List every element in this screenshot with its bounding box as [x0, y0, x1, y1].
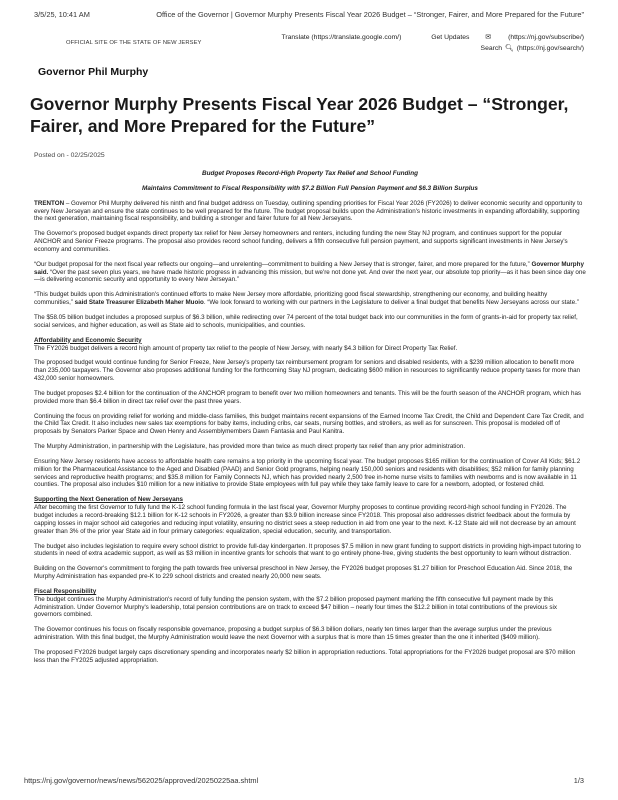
get-updates-label: Get Updates	[431, 34, 470, 41]
top-links	[267, 32, 584, 54]
posted-date: Posted on - 02/25/2025	[34, 152, 105, 159]
print-footer	[24, 776, 584, 785]
paragraph: The proposed FY2026 budget largely caps discretionary spending and incorporates nearly $2 billion in appropriation reductions. Total appropriations for the FY2026 budget proposal are $70 million less than the FY2025 adjusted appropriation.	[34, 648, 576, 664]
search-url: (https://nj.gov/search/)	[516, 45, 584, 52]
get-updates-url: (https://nj.gov/subscribe/)	[508, 34, 584, 41]
article-body	[34, 170, 586, 672]
search-link[interactable]	[267, 43, 584, 54]
paragraph-text: “This budget builds upon this Administration's continued efforts to make New Jersey more affordable, prioritizing good fiscal stewardship, strengthening our economy, and building healthy communities,”	[34, 291, 548, 307]
print-page-title: Office of the Governor | Governor Murphy Presents Fiscal Year 2026 Budget – “Stronger, Fairer, and More Prepared for the Future”	[156, 10, 584, 19]
get-updates-link[interactable]	[417, 34, 584, 41]
speaker: said State Treasurer Elizabeth Maher Muoio	[74, 299, 204, 307]
paragraph: Continuing the focus on providing relief for working and middle-class families, this budget maintains recent expansions of the Earned Income Tax Credit, the Child and Dependent Care Tax Credit, and the Child Tax Credit. It also includes new sales tax exemptions for baby items, including cribs, car seats, nursing bottles, and strollers, as well as for sunscreen. This proposal is modeled off of proposals by Senators Parker Space and Owen Henry and Assemblymembers Dawn Fantasia and Paul Kanitra.	[34, 412, 584, 436]
search-label: Search	[480, 45, 503, 52]
paragraph: Building on the Governor's commitment to forging the path towards free universal preschool in New Jersey, the FY2026 budget proposes $1.27 billion for Preschool Education Aid. Since 2018, the Murphy Administration has expanded pre-K to 229 school districts and created nearly 20,000 new seats.	[34, 565, 573, 581]
translate-link[interactable]: Translate (https://translate.google.com/)	[281, 34, 402, 41]
brand-title[interactable]: Governor Phil Murphy	[38, 66, 149, 78]
section-heading: Affordability and Economic Security	[34, 336, 142, 344]
paragraph-text: “Over the past seven plus years, we have made historic progress in advancing this mission, but we're not done yet. And over the next year, our absolute top priority—as it has been since day one—is delivering economic security and opportunity to every New Jerseyan.”	[34, 268, 586, 284]
page-number: 1/3	[573, 776, 584, 785]
page-title: Governor Murphy Presents Fiscal Year 2026 Budget – “Stronger, Fairer, and More Prepared for the Future”	[30, 94, 569, 136]
paragraph: The Governor's proposed budget expands direct property tax relief for New Jersey homeowners and renters, including funding the new Stay NJ program, and continues support for the popular ANCHOR and Senior Freeze programs. The proposal also provides record school funding, delivers a fifth consecutive full pension payment, and supports significant investments in New Jersey's economy and communities.	[34, 230, 568, 253]
subhead-1: Budget Proposes Record-High Property Tax Relief and School Funding	[202, 170, 418, 177]
paragraph: Ensuring New Jersey residents have access to affordable health care remains a top priority in the upcoming fiscal year. The budget proposes $165 million for the continuation of Cover All Kids; $61.2 million for the Pharmaceutical Assistance to the Aged and Disabled (PAAD) and Senior Gold programs, helping nearly 150,000 seniors and residents with disabilities; $52 million for family planning services and reproductive health programs; and $35.8 million for Family Connects NJ, which has provided nearly 2,500 free in-home nurse visits to families with newborns and is now available in 11 counties. The proposal also includes $10 million for a new initiative to provide State employees with full pay while they take family leave to care for a newborn, adopted, or fostered child.	[34, 457, 581, 489]
paragraph: The Murphy Administration, in partnership with the Legislature, has provided more than twice as much direct property tax relief than any prior administration.	[34, 443, 466, 451]
paragraph: The budget also includes legislation to require every school district to provide full-day kindergarten. It proposes $7.5 million in new grant funding to support districts in providing high-impact tutoring to students in need of extra academic support, as well as $3 million in incentive grants for schools that want to go entirely phone-free, giving students the best opportunity to learn without distraction.	[34, 542, 581, 558]
paragraph: The $58.05 billion budget includes a proposed surplus of $6.3 billion, while redirecting over 74 percent of the total budget back into our communities in the form of grants-in-aid for property tax relief, social services, and higher education, as well as State aid to schools, municipalities, and counties.	[34, 313, 578, 329]
envelope-icon: ✉	[485, 34, 492, 41]
section-heading: Supporting the Next Generation of New Jerseyans	[34, 496, 183, 504]
paragraph: The budget proposes $2.4 billion for the continuation of the ANCHOR program to benefit over two million homeowners and tenants. This will be the fourth season of the ANCHOR program, which has provided more than $6.4 billion in direct tax relief over the past three years.	[34, 389, 582, 405]
paragraph	[34, 200, 586, 224]
dateline: TRENTON	[34, 199, 65, 207]
print-timestamp: 3/5/25, 10:41 AM	[34, 10, 90, 19]
paragraph: The budget continues the Murphy Administration's record of fully funding the pension system, with the $7.2 billion proposed payment marking the fifth consecutive full payment made by this Administration. Under Governor Murphy's leadership, total pension contributions are on track to exceed $47 billion – nearly four times the $12.2 billion in total contributions of the previous six governors combined.	[34, 595, 558, 619]
paragraph-text: “Our budget proposal for the next fiscal year reflects our ongoing—and unrelenting—commitment to building a New Jersey that is stronger, fairer, and more prepared for the future,”	[34, 260, 532, 268]
subhead-2: Maintains Commitment to Fiscal Responsibility with $7.2 Billion Full Pension Payment and $6.3 Billion Surplus	[142, 184, 478, 192]
paragraph	[34, 291, 586, 307]
official-site-label: OFFICIAL SITE OF THE STATE OF NEW JERSEY	[66, 40, 202, 46]
paragraph: The Governor continues his focus on fiscally responsible governance, proposing a budget surplus of $6.3 billion dollars, nearly ten times larger than the average surplus under the previous administration. With this final budget, the Murphy Administration would leave the next Governor with a surplus that is more than 15 times greater than the one it inherited ($409 million).	[34, 626, 552, 642]
paragraph: The proposed budget would continue funding for Senior Freeze, New Jersey's property tax reimbursement program for seniors and disabled residents, with a $239 million allocation to benefit more than 235,000 taxpayers. The Governor also proposes additional funding for the forthcoming Stay NJ program, dedicating $600 million in resources to significantly reduce property taxes for more than 432,000 senior homeowners.	[34, 359, 581, 383]
print-url: https://nj.gov/governor/news/news/562025/approved/20250225aa.shtml	[24, 776, 259, 785]
print-header	[34, 10, 584, 19]
section-heading: Fiscal Responsibility	[34, 587, 97, 595]
paragraph	[34, 261, 586, 285]
search-icon: 🔍︎	[504, 45, 514, 52]
speaker: Governor Murphy said.	[34, 260, 584, 276]
site-bar	[34, 30, 584, 60]
paragraph-text: . “We look forward to working with our partners in the Legislature to deliver a final budget that benefits New Jerseyans across our state.”	[203, 299, 579, 307]
paragraph: The FY2026 budget delivers a record high amount of property tax relief to the people of New Jersey, with nearly $4.3 billion for Direct Property Tax Relief.	[34, 344, 458, 352]
paragraph: After becoming the first Governor to fully fund the K-12 school funding formula in the last fiscal year, Governor Murphy proposes to continue providing record-high school funding in FY2026. The budget includes a record-breaking $12.1 billion for K-12 schools in FY2026, a greater than $3.9 billion increase since FY2018. This proposal also addresses district feedback about the formula by capping losses in major school aid categories and reducing input volatility, ensuring no district sees a steep reduction in aid from one year to the next. K-12 State aid will not decrease by an amount greater than 3% of the prior year State aid in four primary categories: equalization, special education, security, and transportation.	[34, 504, 576, 535]
paragraph-text: – Governor Phil Murphy delivered his ninth and final budget address on Tuesday, outlining spending priorities for Fiscal Year 2026 (FY2026) to deliver economic security and opportunity to every New Jerseyan and ensure the state continues to be well prepared for the future. The budget proposal builds upon the Administration's historic investments in expanding affordability, supporting the next generation, maintaining fiscal responsibility, and building a stronger and fairer future for all New Jerseyans.	[34, 199, 583, 223]
